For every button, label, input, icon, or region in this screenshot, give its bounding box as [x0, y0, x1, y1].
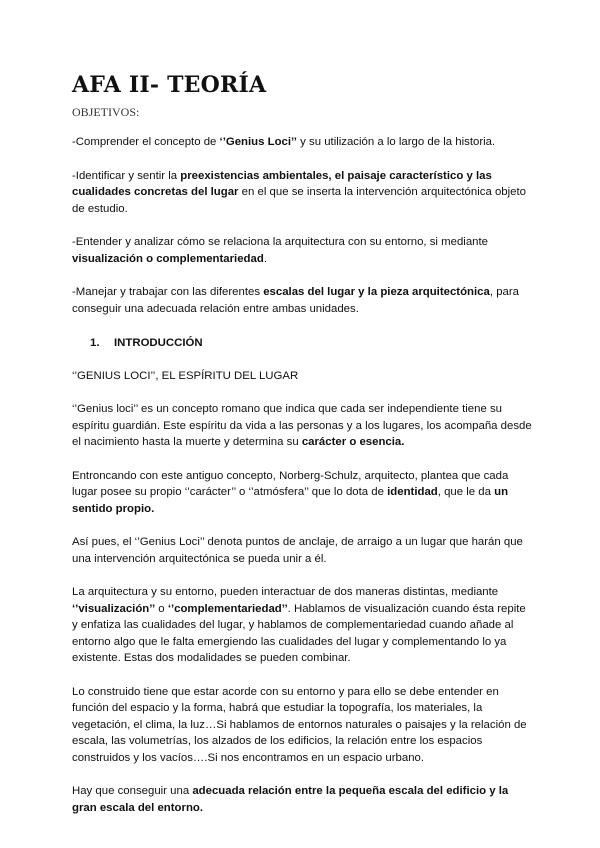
section-subheading: ‘’GENIUS LOCI’’, EL ESPÍRITU DEL LUGAR	[72, 370, 299, 382]
section-number: 1.	[90, 337, 100, 349]
paragraph-1: ‘’Genius loci’’ es un concepto romano que indica que cada ser independiente tiene su espíritu guardián. Este espíritu da vida a las personas y a los lugares, los acompaña desde el nacimiento hasta la muerte y determina su carácter o esencia.	[72, 403, 532, 448]
objective-2: -Identificar y sentir la preexistencias ambientales, el paisaje característico y las cualidades concretas del lugar en el que se inserta la intervención arquitectónica objeto de estudio.	[72, 169, 526, 215]
section-heading	[72, 335, 532, 351]
document-page	[72, 70, 532, 816]
objective-4: -Manejar y trabajar con las diferentes escalas del lugar y la pieza arquitectónica, para conseguir una adecuada relación entre ambas unidades.	[72, 286, 519, 315]
section-title: INTRODUCCIÓN	[114, 337, 203, 349]
objectives-label: OBJETIVOS:	[72, 105, 140, 119]
paragraph-5: Lo construido tiene que estar acorde con su entorno y para ello se debe entender en función del espacio y la forma, habrá que estudiar la topografía, los materiales, la vegetación, el clima, la luz…Si hablamos de entornos naturales o paisajes y la relación de escala, las volumetrías, los alzados de los edificios, la relación entre los espacios construidos y los vacíos….Si nos encontramos en un espacio urbano.	[72, 685, 527, 764]
page-title: AFA II- TEORÍA	[72, 72, 267, 98]
paragraph-6: Hay que conseguir una adecuada relación entre la pequeña escala del edificio y la gran escala del entorno.	[72, 785, 509, 814]
paragraph-3: Así pues, el ‘’Genius Loci’’ denota puntos de anclaje, de arraigo a un lugar que harán que una intervención arquitectónica se pueda unir a él.	[72, 536, 523, 565]
paragraph-4: La arquitectura y su entorno, pueden interactuar de dos maneras distintas, mediante ‘’visualización’’ o ‘’complementariedad’’. Hablamos de visualización cuando ésta repite y enfatiza las cualidades del lugar, y hablamos de complementariedad cuando añade al entorno algo que le falta emergiendo las cualidades del lugar y complementando lo ya existente. Estas dos modalidades se pueden combinar.	[72, 586, 526, 664]
objective-3: -Entender y analizar cómo se relaciona la arquitectura con su entorno, si mediante visualización o complementariedad.	[72, 236, 488, 265]
objective-1: -Comprender el concepto de ‘’Genius Loci’’ y su utilización a lo largo de la historia.	[72, 136, 496, 148]
paragraph-2: Entroncando con este antiguo concepto, Norberg-Schulz, arquitecto, plantea que cada lugar posee su propio ‘’carácter’’ o ‘’atmósfera’’ que lo dota de identidad, que le da un sentido propio.	[72, 469, 509, 515]
